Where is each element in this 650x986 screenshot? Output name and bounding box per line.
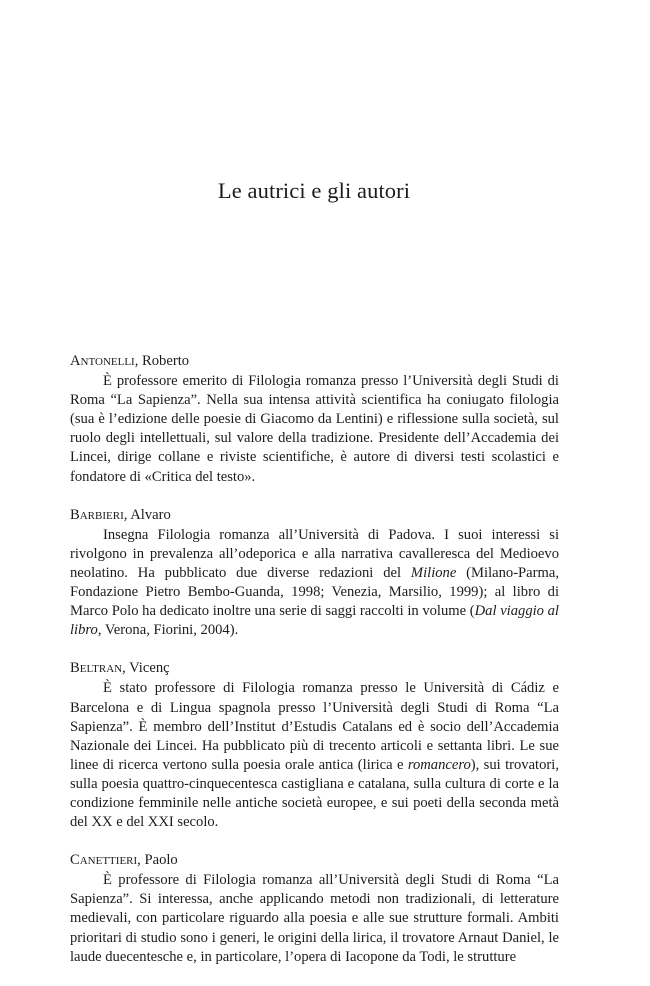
author-entry: [70, 659, 559, 832]
author-bio: [70, 526, 559, 641]
page-title: Le autrici e gli autori: [217, 178, 411, 203]
author-bio: [70, 372, 559, 487]
author-bio: [70, 871, 559, 966]
bio-text: , Verona, Fiorini, 2004).: [97, 622, 239, 639]
author-surname-rest: eltran: [79, 660, 123, 677]
bio-text: Insegna Filologia romanza all’Università di Padova. I suoi interessi si rivolgono in prevalenza all’odeporica e alla narrativa cavalleresca del Medioevo neolatino. Ha pubblicato due diverse redazioni del: [70, 526, 559, 581]
author-name: [70, 506, 559, 525]
bio-text: (Milano-Parma, Fondazione Pietro Bembo-Guanda, 1998; Venezia, Marsilio, 1999); al libro di Marco Polo ha dedicato inoltre una serie di saggi raccolti in volume (: [70, 564, 559, 620]
author-given-name: , Alvaro: [123, 506, 171, 523]
author-surname-initial: C: [70, 852, 80, 869]
bio-text: È stato professore di Filologia romanza presso le Università di Cádiz e Barcelona e di Lingua spagnola presso l’Università degli Studi di Roma “La Sapienza”. È membro dell’Institut d’Estudis Catalans ed è socio dell’Accademia Nazionale dei Lincei. Ha pubblicato più di trecento articoli e settanta libri. Le sue linee di ricerca vertono sulla poesia orale antica (lirica e: [70, 680, 559, 773]
bio-italic-title: romancero: [407, 756, 471, 773]
author-surname-rest: anettieri: [79, 852, 138, 869]
author-bio: [70, 679, 559, 832]
bio-italic-title: Dal viaggio al libro: [70, 603, 559, 639]
author-entry: [70, 352, 559, 487]
author-name: [70, 352, 559, 371]
bio-text: È professore di Filologia romanza all’Università degli Studi di Roma “La Sapienza”. Si interessa, anche applicando metodi non tradizionali, di letterature medievali, con particolare riguardo alla poesia e alle sue strutture formali. Ambiti prioritari di studio sono i generi, le origini della lirica, il trovatore Arnaut Daniel, le laude duecentesche e, in particolare, l’opera di Iacopone da Todi, le strutture: [70, 872, 559, 965]
bio-text: È professore emerito di Filologia romanza presso l’Università degli Studi di Roma “La Sapienza”. Nella sua intensa attività scientifica ha coniugato filologia (sua è l’edizione delle poesie di Giacomo da Lentini) e riflessione sulla società, sul ruolo degli intellettuali, sul valore della tradizione. Presidente dell’Accademia dei Lincei, dirige collane e riviste scientifiche, è autore di diversi testi scolastici e fondatore di «Critica del testo».: [70, 373, 559, 485]
author-name: [70, 659, 559, 678]
bio-text: ), sui trovatori, sulla poesia quattro-cinquecentesca castigliana e catalana, sulla cultura di corte e la condizione femminile nelle antiche società europee, e sui poeti della seconda metà del XX e del XXI secolo.: [70, 756, 559, 831]
author-surname-rest: arbieri: [79, 506, 124, 523]
bio-italic-title: Milione: [410, 564, 457, 581]
author-name: [70, 851, 559, 870]
author-entry: [70, 506, 559, 641]
author-given-name: , Paolo: [137, 852, 178, 869]
author-entry: [70, 851, 559, 967]
author-surname-initial: B: [70, 506, 80, 523]
author-given-name: , Vicenç: [122, 660, 170, 677]
author-surname-initial: B: [70, 660, 80, 677]
author-list: [70, 352, 559, 986]
author-surname-rest: ntonelli: [80, 353, 135, 369]
author-surname-initial: A: [70, 353, 81, 369]
author-given-name: , Roberto: [134, 353, 190, 369]
